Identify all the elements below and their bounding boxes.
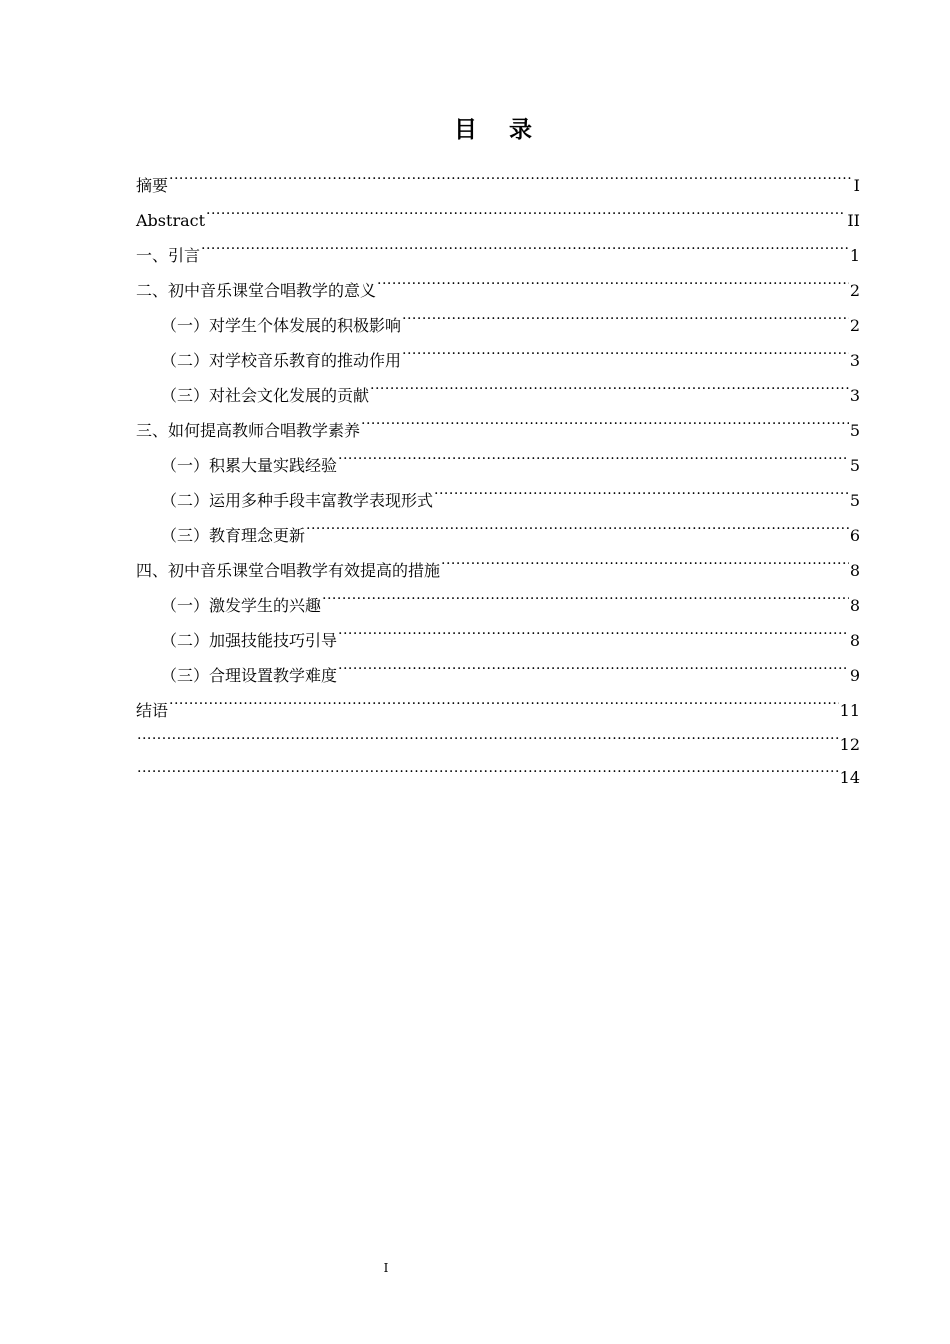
toc-entry-section-3-2[interactable] — [136, 483, 860, 518]
toc-entry-section-3-1[interactable] — [136, 448, 860, 483]
toc-entry-label: （一）积累大量实践经验 — [161, 456, 338, 475]
toc-leader-dots — [169, 700, 839, 716]
toc-entry-label: 摘要 — [136, 176, 169, 195]
toc-entry-untitled-12[interactable] — [136, 728, 860, 761]
toc-leader-dots — [361, 420, 849, 436]
toc-leader-dots — [370, 385, 849, 401]
toc-entry-section-4-1[interactable] — [136, 588, 860, 623]
toc-entry-abstract-en[interactable] — [136, 203, 860, 238]
toc-entry-chapter-3[interactable] — [136, 413, 860, 448]
toc-entry-label: 二、初中音乐课堂合唱教学的意义 — [136, 281, 377, 300]
toc-leader-dots — [402, 350, 849, 366]
toc-entry-page: 8 — [849, 561, 860, 580]
toc-entry-label: Abstract — [136, 211, 206, 230]
toc-leader-dots — [402, 315, 849, 331]
toc-entry-page: 5 — [849, 421, 860, 440]
toc-leader-dots — [338, 665, 849, 681]
toc-entry-label: （二）对学校音乐教育的推动作用 — [161, 351, 402, 370]
toc-entry-page: 2 — [849, 281, 860, 300]
toc-leader-dots — [322, 595, 849, 611]
toc-entry-page: 8 — [849, 596, 860, 615]
toc-leader-dots — [434, 490, 849, 506]
toc-entry-page: II — [847, 211, 860, 230]
toc-leader-dots — [137, 767, 839, 783]
toc-entry-section-2-2[interactable] — [136, 343, 860, 378]
toc-leader-dots — [137, 734, 839, 750]
toc-title: 目 录 — [453, 117, 544, 143]
toc-entry-page: 14 — [839, 768, 860, 787]
toc-leader-dots — [169, 175, 853, 191]
toc-entry-page: 3 — [849, 351, 860, 370]
toc-entry-label: （三）对社会文化发展的贡献 — [161, 386, 370, 405]
toc-entry-page: 1 — [849, 246, 860, 265]
toc-entry-abstract-cn[interactable] — [136, 168, 860, 203]
toc-entry-label: （三）合理设置教学难度 — [161, 666, 338, 685]
page-number-footer: I — [383, 1261, 389, 1275]
toc-entry-page: I — [853, 176, 860, 195]
toc-entry-introduction[interactable] — [136, 238, 860, 273]
toc-entry-page: 11 — [839, 701, 860, 720]
toc-entry-chapter-2[interactable] — [136, 273, 860, 308]
toc-leader-dots — [338, 630, 849, 646]
toc-leader-dots — [338, 455, 849, 471]
toc-entry-conclusion[interactable] — [136, 693, 860, 728]
toc-entry-label: （一）对学生个体发展的积极影响 — [161, 316, 402, 335]
toc-entry-page: 2 — [849, 316, 860, 335]
toc-entry-untitled-14[interactable] — [136, 761, 860, 794]
toc-entry-section-4-3[interactable] — [136, 658, 860, 693]
toc-leader-dots — [201, 245, 849, 261]
toc-entry-section-3-3[interactable] — [136, 518, 860, 553]
toc-leader-dots — [441, 560, 849, 576]
toc-entry-chapter-4[interactable] — [136, 553, 860, 588]
toc-entry-page: 5 — [849, 491, 860, 510]
toc-entry-section-2-3[interactable] — [136, 378, 860, 413]
toc-entry-label: 一、引言 — [136, 246, 201, 265]
toc-entry-label: （二）加强技能技巧引导 — [161, 631, 338, 650]
toc-list — [136, 168, 860, 794]
toc-entry-page: 8 — [849, 631, 860, 650]
toc-entry-page: 6 — [849, 526, 860, 545]
toc-entry-page: 9 — [849, 666, 860, 685]
toc-entry-page: 3 — [849, 386, 860, 405]
toc-leader-dots — [206, 210, 846, 226]
toc-entry-page: 12 — [839, 735, 860, 754]
toc-entry-label: （二）运用多种手段丰富教学表现形式 — [161, 491, 434, 510]
toc-entry-section-4-2[interactable] — [136, 623, 860, 658]
toc-entry-section-2-1[interactable] — [136, 308, 860, 343]
toc-entry-label: （三）教育理念更新 — [161, 526, 306, 545]
toc-entry-label: 三、如何提高教师合唱教学素养 — [136, 421, 361, 440]
toc-leader-dots — [377, 280, 849, 296]
toc-entry-label: 四、初中音乐课堂合唱教学有效提高的措施 — [136, 561, 441, 580]
toc-entry-label: 结语 — [136, 701, 169, 720]
toc-leader-dots — [306, 525, 849, 541]
toc-entry-page: 5 — [849, 456, 860, 475]
toc-entry-label: （一）激发学生的兴趣 — [161, 596, 322, 615]
